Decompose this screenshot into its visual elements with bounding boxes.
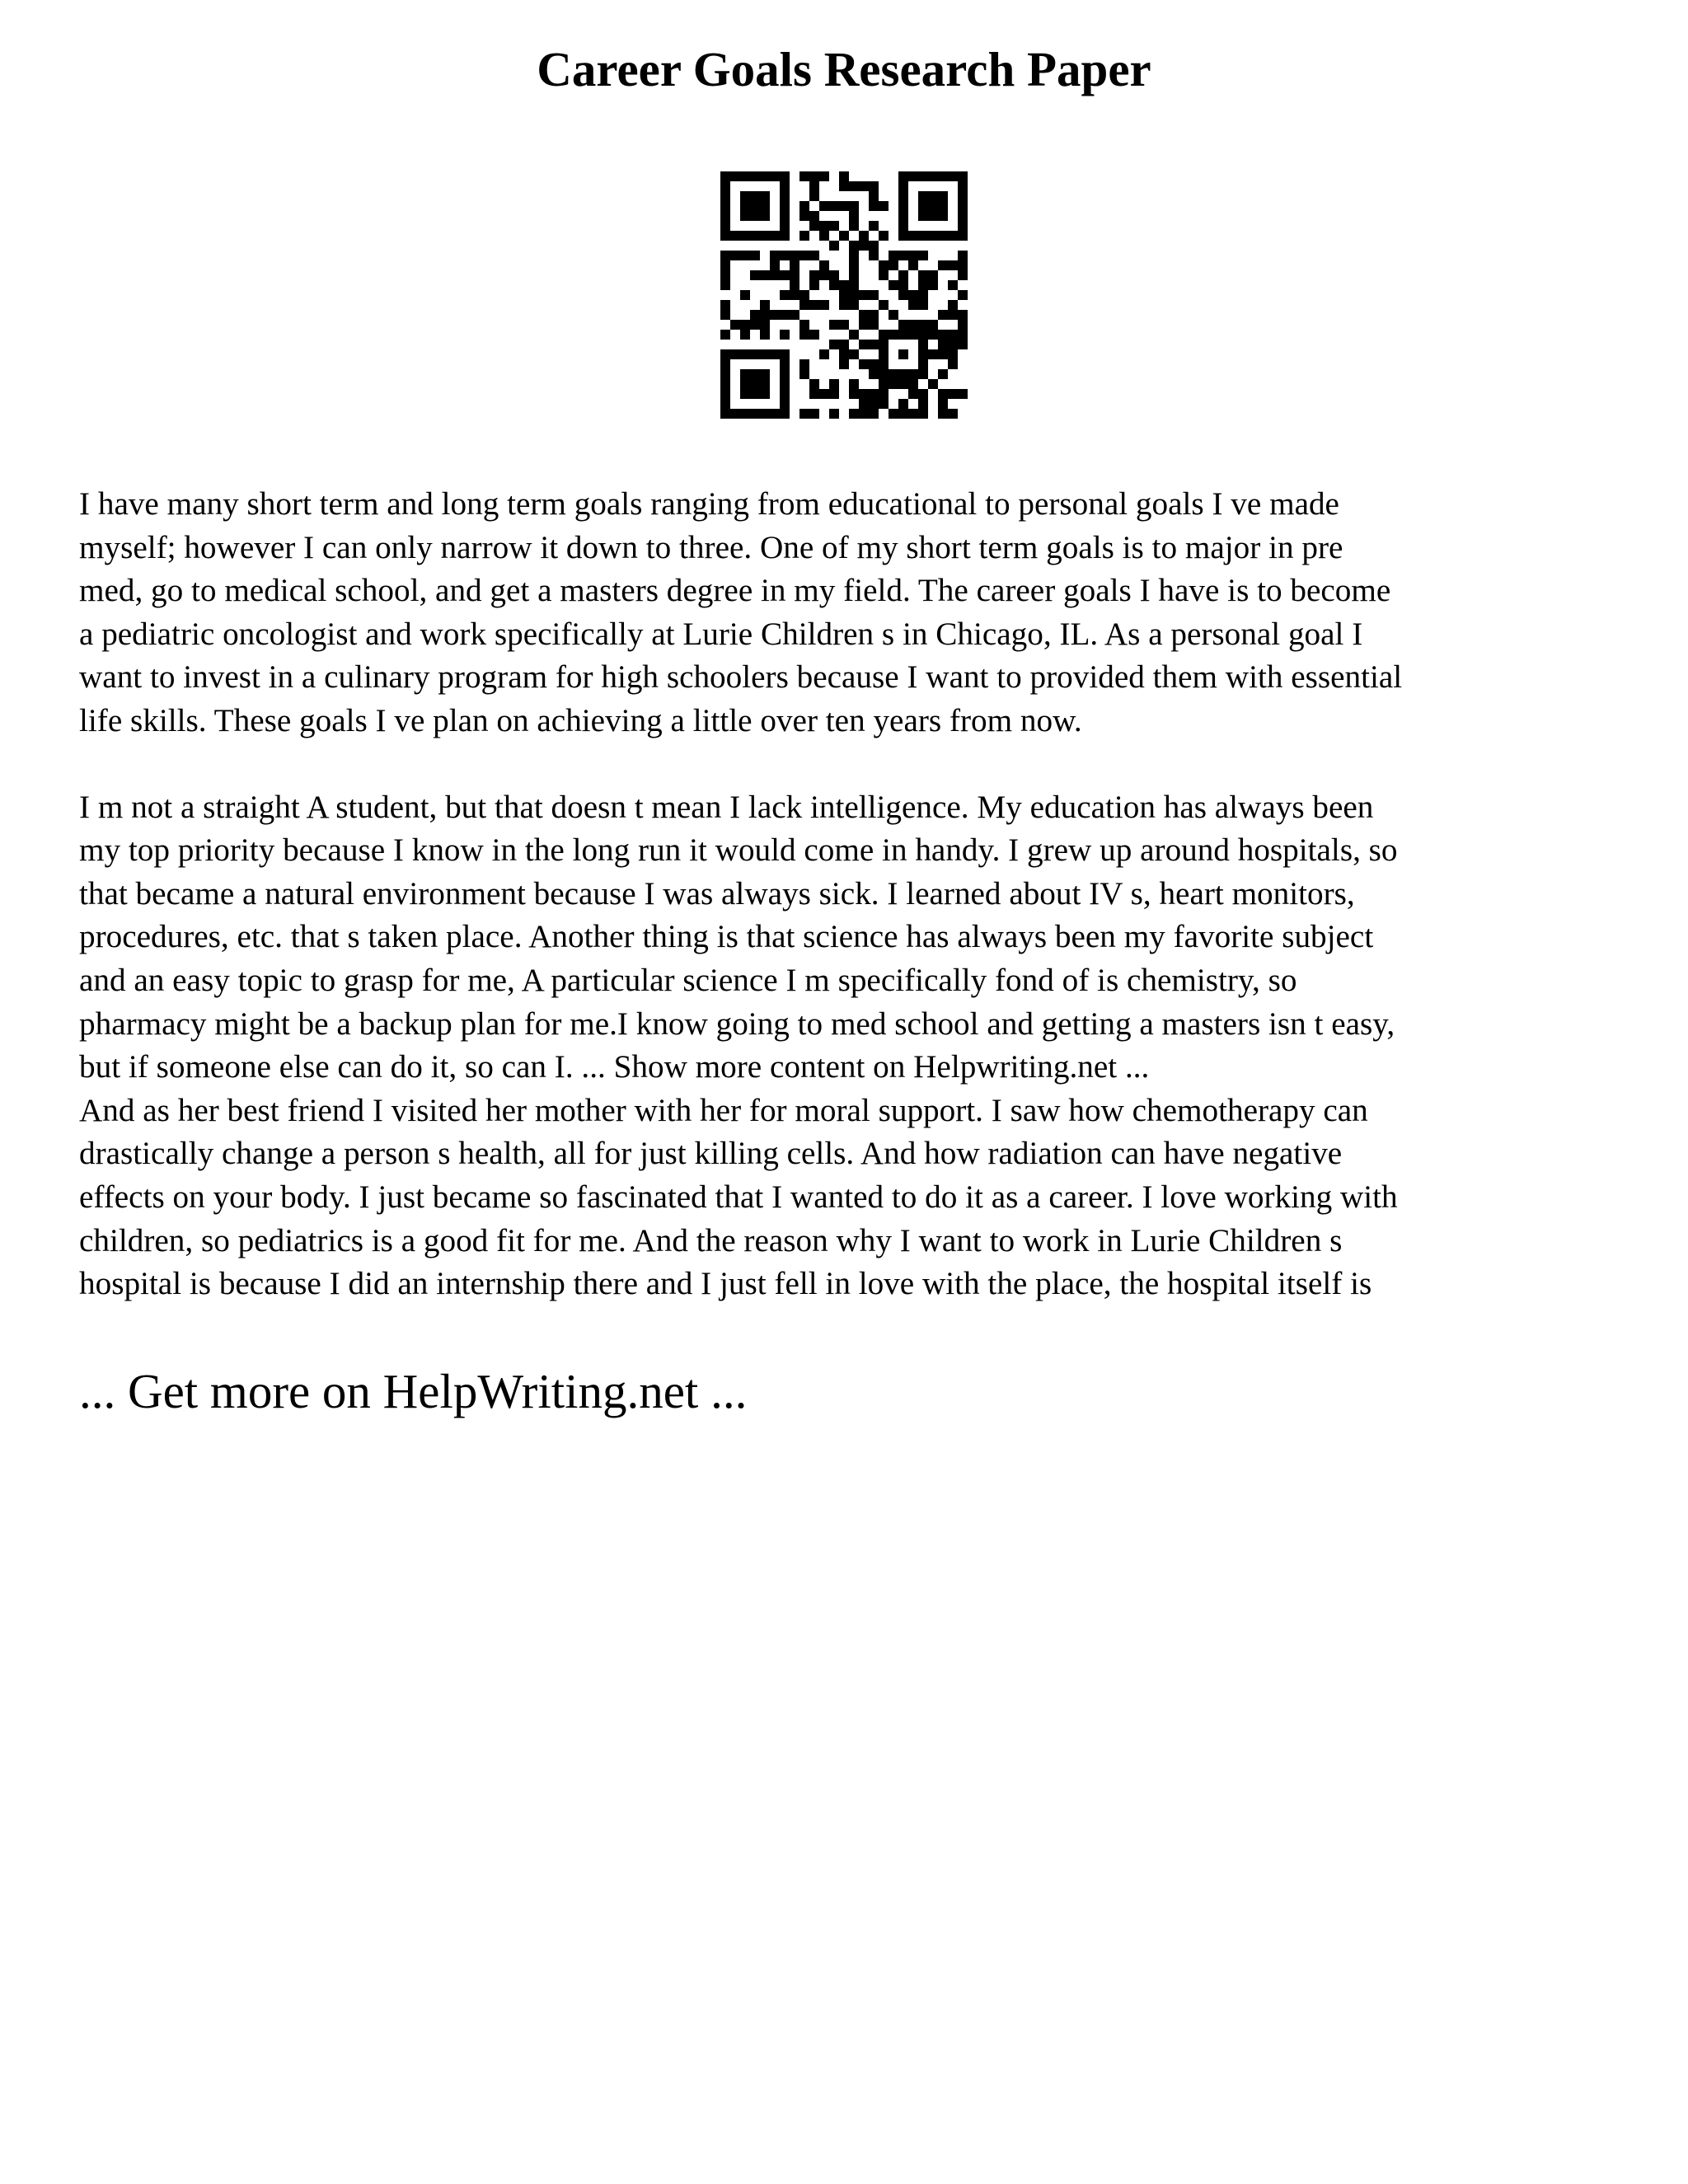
qr-code-graphic [720, 171, 968, 419]
text-line: procedures, etc. that s taken place. Another thing is that science has always been my favorite subject [79, 919, 1374, 955]
qr-code-icon [720, 171, 968, 419]
text-line: my top priority because I know in the long run it would come in handy. I grew up around hospitals, so [79, 832, 1398, 869]
text-line: life skills. These goals I ve plan on achieving a little over ten years from now. [79, 702, 1082, 738]
text-line: hospital is because I did an internship there and I just fell in love with the place, the hospital itself is [79, 1266, 1372, 1302]
text-line: I have many short term and long term goals ranging from educational to personal goals I ve made [79, 486, 1339, 522]
text-line: drastically change a person s health, all for just killing cells. And how radiation can have negative [79, 1136, 1343, 1172]
paragraph-gap [79, 743, 1614, 786]
paragraph [79, 786, 1614, 1306]
text-line: myself; however I can only narrow it down to three. One of my short term goals is to major in pre [79, 529, 1343, 565]
paragraph [79, 483, 1614, 743]
text-line: a pediatric oncologist and work specifically at Lurie Children s in Chicago, IL. As a personal goal I [79, 616, 1363, 652]
text-line: effects on your body. I just became so fascinated that I wanted to do it as a career. I love working with [79, 1179, 1398, 1215]
text-line: pharmacy might be a backup plan for me.I know going to med school and getting a masters isn t easy, [79, 1005, 1395, 1042]
text-line: and an easy topic to grasp for me, A particular science I m specifically fond of is chemistry, so [79, 962, 1297, 998]
body-text [79, 483, 1614, 1306]
get-more-link[interactable]: ... Get more on HelpWriting.net ... [79, 1364, 748, 1418]
text-line: want to invest in a culinary program for high schoolers because I want to provided them with essential [79, 659, 1403, 696]
text-line: med, go to medical school, and get a masters degree in my field. The career goals I have is to become [79, 573, 1391, 609]
text-line: children, so pediatrics is a good fit for me. And the reason why I want to work in Lurie Children s [79, 1222, 1343, 1258]
text-line: And as her best friend I visited her mother with her for moral support. I saw how chemotherapy can [79, 1092, 1368, 1128]
text-line: I m not a straight A student, but that doesn t mean I lack intelligence. My education has always been [79, 789, 1374, 825]
page-title: Career Goals Research Paper [537, 42, 1151, 96]
text-line: but if someone else can do it, so can I. ... Show more content on Helpwriting.net ... [79, 1049, 1150, 1085]
text-line: that became a natural environment because I was always sick. I learned about IV s, heart monitors, [79, 875, 1355, 912]
